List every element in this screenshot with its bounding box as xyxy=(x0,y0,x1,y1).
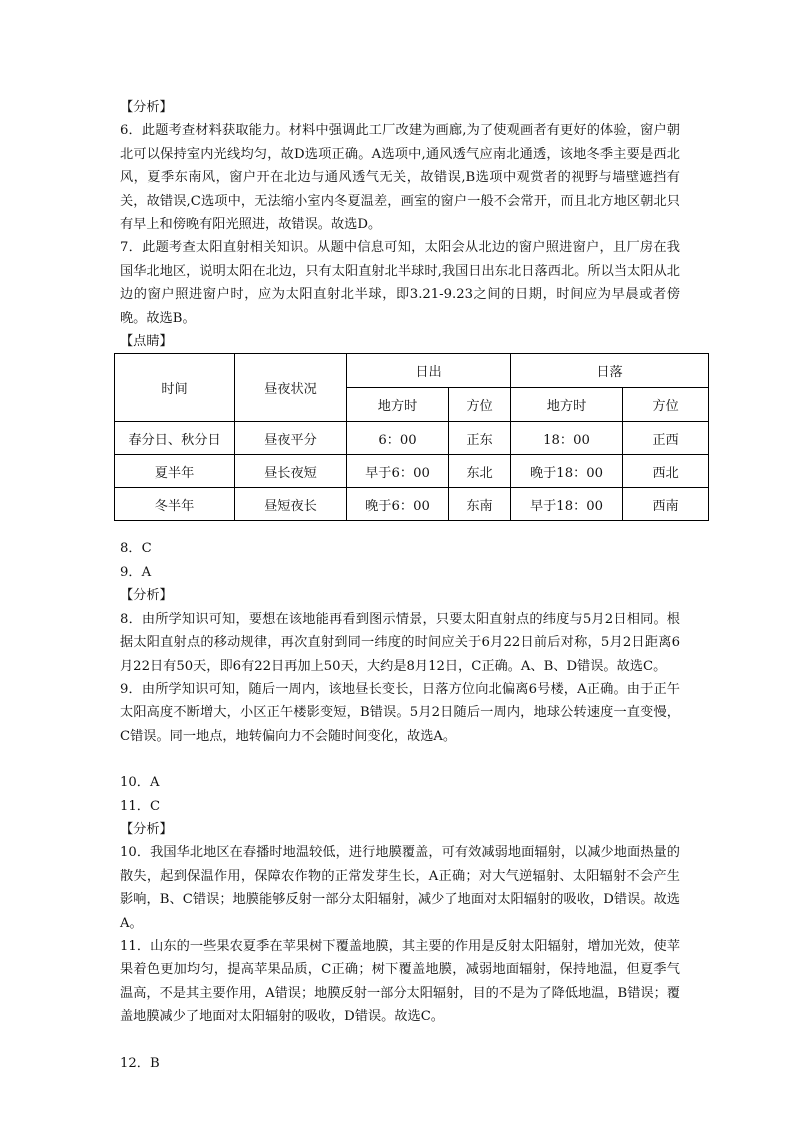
table-row: 冬半年 昼短夜长 晚于6：00 东南 早于18：00 西南 xyxy=(115,488,709,521)
header-sunrise: 日出 xyxy=(347,354,511,388)
analysis-q11: 11．山东的一些果农夏季在苹果树下覆盖地膜，其主要的作用是反射太阳辐射，增加光效，使苹果着色更加均匀，提高苹果品质，C正确；树下覆盖地膜，减弱地面辐射，保持地温，但夏季气温高，不是其主要作用，A错误；地膜反射一部分太阳辐射，目的不是为了降低地温，B错误；覆盖地膜减少了地面对太阳辐射的吸收，D错误。故选C。 xyxy=(120,938,680,1025)
header-sunrise-localtime: 地方时 xyxy=(347,388,449,422)
answer-11: 11．C xyxy=(120,798,161,814)
analysis-q10: 10．我国华北地区在春播时地温较低，进行地膜覆盖，可有效减弱地面辐射，以减少地面热量的散失，起到保温作用，保障农作物的正常发芽生长，A正确；对大气逆辐射、太阳辐射不会产生影响，B、C错误；地膜能够反射一部分太阳辐射，减少了地面对太阳辐射的吸收，D错误。故选A。 xyxy=(120,845,680,931)
answer-9: 9．A xyxy=(120,564,152,580)
document-page xyxy=(120,96,680,1075)
key-point-heading: 【点睛】 xyxy=(120,334,173,350)
header-sunrise-direction: 方位 xyxy=(449,388,511,422)
answer-12: 12．B xyxy=(120,1055,160,1071)
analysis-heading-2: 【分析】 xyxy=(120,588,173,604)
header-sunset: 日落 xyxy=(511,354,709,388)
analysis-q8: 8．由所学知识可知，要想在该地能再看到图示情景，只要太阳直射点的纬度与5月2日相同。根据太阳直射点的移动规律，再次直射到同一纬度的时间应关于6月22日前后对称，5月2日距离6月22日有50天，即6有22日再加上50天，大约是8月12日，C正确。A、B、D错误。故选C。 xyxy=(120,611,680,674)
table-row: 春分日、秋分日 昼夜平分 6：00 正东 18：00 正西 xyxy=(115,422,709,455)
analysis-q7: 7．此题考查太阳直射相关知识。从题中信息可知，太阳会从北边的窗户照进窗户，且厂房在我国华北地区，说明太阳在北边，只有太阳直射北半球时,我国日出东北日落西北。所以当太阳从北边的窗户照进窗户时，应为太阳直射北半球，即3.21-9.23之间的日期，时间应为早晨或者傍晚。故选B。 xyxy=(120,240,680,326)
analysis-heading-1: 【分析】 xyxy=(120,100,173,115)
header-day-night: 昼夜状况 xyxy=(235,354,347,422)
header-time: 时间 xyxy=(115,354,235,422)
analysis-heading-3: 【分析】 xyxy=(120,821,173,837)
sunrise-sunset-table xyxy=(114,353,709,521)
analysis-q9: 9．由所学知识可知，随后一周内，该地昼长变长，日落方位向北偏离6号楼，A正确。由于正午太阳高度不断增大，小区正午楼影变短，B错误。5月2日随后一周内，地球公转速度一直变慢，C错误。同一地点，地转偏向力不会随时间变化，故选A。 xyxy=(120,681,680,744)
header-sunset-localtime: 地方时 xyxy=(511,388,623,422)
header-sunset-direction: 方位 xyxy=(623,388,709,422)
table-row: 夏半年 昼长夜短 早于6：00 东北 晚于18：00 西北 xyxy=(115,455,709,488)
answer-10: 10．A xyxy=(120,775,160,791)
analysis-q6: 6．此题考查材料获取能力。材料中强调此工厂改建为画廊,为了使观画者有更好的体验，窗户朝北可以保持室内光线均匀，故D选项正确。A选项中,通风透气应南北通透，该地冬季主要是西北风，夏季东南风，窗户开在北边与通风透气无关，故错误,B选项中观赏者的视野与墙壁遮挡有关，故错误,C选项中，无法缩小室内冬夏温差，画室的窗户一般不会常开，而且北方地区朝北只有早上和傍晚有阳光照进，故错误。故选D。 xyxy=(120,123,680,233)
answer-8: 8．C xyxy=(120,541,152,557)
